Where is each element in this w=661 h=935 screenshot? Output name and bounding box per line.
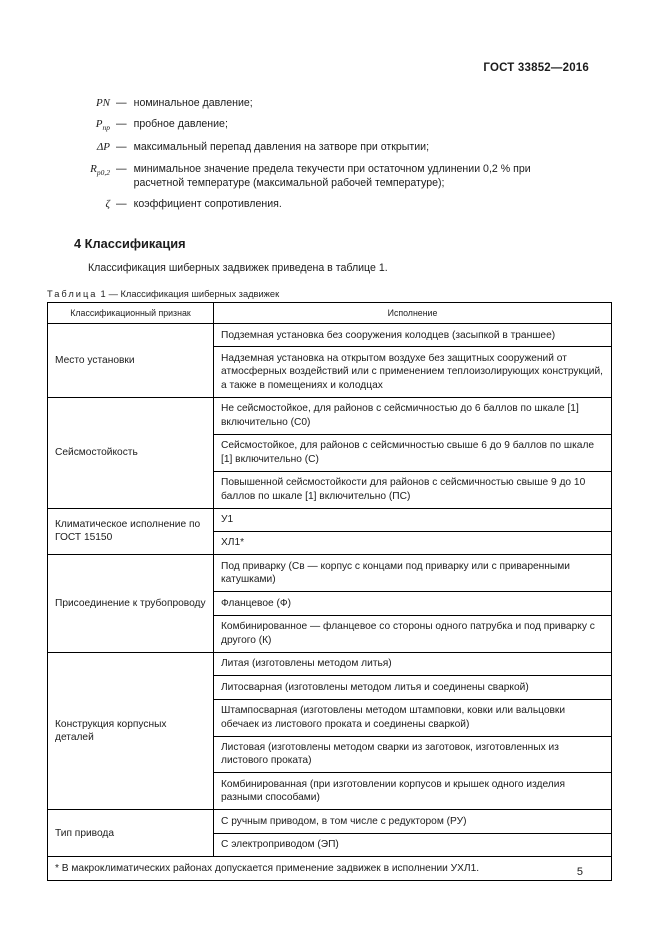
definition-term: ΔP [96, 141, 110, 154]
definition-text: пробное давление; [133, 118, 228, 131]
table-caption [47, 289, 612, 299]
intro-paragraph: Классификация шиберных задвижек приведена в таблице 1. [88, 262, 388, 274]
definition-item [74, 117, 566, 133]
feature-cell: Климатическое исполнение по ГОСТ 15150 [48, 508, 214, 555]
feature-cell: Присоединение к трубопроводу [48, 555, 214, 652]
option-cell: Литосварная (изготовлены методом литья и соединены сваркой) [214, 676, 612, 699]
table-header-row [48, 303, 612, 324]
table-row [48, 397, 612, 434]
option-cell: Повышенной сейсмостойкости для районов с сейсмичностью свыше 9 до 10 баллов по шкале [1] включительно (ПС) [214, 471, 612, 508]
section-title: 4 Классификация [74, 236, 186, 251]
classification-table [47, 302, 612, 881]
option-cell: Надземная установка на открытом воздухе без защитных сооружений от атмосферных воздействий или с применением теплоизолирующих конструкций, а также в помещениях и колодцах [214, 347, 612, 397]
option-cell: Штампосварная (изготовлены методом штамповки, ковки или вальцовки обечаек из листового проката и соединены сваркой) [214, 699, 612, 736]
option-cell: С ручным приводом, в том числе с редуктором (РУ) [214, 810, 612, 833]
definition-dash: — [116, 162, 127, 175]
option-cell: У1 [214, 508, 612, 531]
definition-item [74, 197, 566, 212]
feature-cell: Конструкция корпусных деталей [48, 652, 214, 810]
definition-dash: — [116, 141, 127, 154]
option-cell: Не сейсмостойкое, для районов с сейсмичностью до 6 баллов по шкале [1] включительно (С0) [214, 397, 612, 434]
table-footnote: * В макроклиматических районах допускается применение задвижек в исполнении УХЛ1. [48, 857, 612, 880]
feature-cell: Сейсмостойкость [48, 397, 214, 508]
definition-text: максимальный перепад давления на затворе при открытии; [133, 141, 430, 154]
definition-item [74, 162, 566, 191]
definition-term: $P_{пр}$ [95, 118, 110, 133]
table-caption-word: Таблица [47, 289, 98, 299]
definitions-list [74, 96, 566, 218]
column-header-execution: Исполнение [214, 303, 612, 324]
feature-cell: Тип привода [48, 810, 214, 857]
table-footnote-row [48, 857, 612, 880]
definition-dash: — [116, 97, 127, 109]
option-cell: ХЛ1* [214, 531, 612, 554]
option-cell: Сейсмостойкое, для районов с сейсмичностью свыше 6 до 9 баллов по шкале [1] включительно (С) [214, 434, 612, 471]
page-number: 5 [576, 866, 583, 878]
definition-item [74, 140, 566, 155]
feature-cell: Место установки [48, 324, 214, 398]
definition-text: коэффициент сопротивления. [133, 197, 282, 210]
option-cell: Под приварку (Св — корпус с концами под приварку или с приваренными катушками) [214, 555, 612, 592]
option-cell: Литая (изготовлены методом литья) [214, 652, 612, 675]
option-cell: Фланцевое (Ф) [214, 592, 612, 615]
column-header-feature: Классификационный признак [48, 303, 214, 324]
table-row [48, 555, 612, 592]
classification-table-body [48, 324, 612, 881]
definition-item [74, 96, 566, 111]
definition-term: PN [95, 97, 110, 109]
table-row [48, 652, 612, 675]
table-row [48, 810, 612, 833]
table-row [48, 508, 612, 531]
option-cell: Комбинированная (при изготовлении корпусов и крышек одного изделия разными способами) [214, 773, 612, 810]
option-cell: С электроприводом (ЭП) [214, 833, 612, 856]
option-cell: Листовая (изготовлены методом сварки из заготовок, изготовленных из листового проката) [214, 736, 612, 773]
table-row [48, 324, 612, 347]
definition-text: номинальное давление; [133, 97, 253, 109]
definition-dash: — [116, 118, 127, 131]
table-caption-number: 1 [100, 289, 106, 299]
definition-text: минимальное значение предела текучести при остаточном удлинении 0,2 % при расчетной температуре (максимальной рабочей температуре); [133, 162, 531, 189]
table-caption-text: — Классификация шиберных задвижек [108, 289, 280, 299]
definition-term: ζ [105, 197, 110, 210]
option-cell: Комбинированное — фланцевое со стороны одного патрубка и под приварку с другого (К) [214, 615, 612, 652]
definition-term: $R_{р0,2}$ [90, 162, 110, 177]
definition-dash: — [116, 197, 127, 210]
doc-number: ГОСТ 33852—2016 [483, 62, 589, 74]
option-cell: Подземная установка без сооружения колодцев (засыпкой в траншее) [214, 324, 612, 347]
